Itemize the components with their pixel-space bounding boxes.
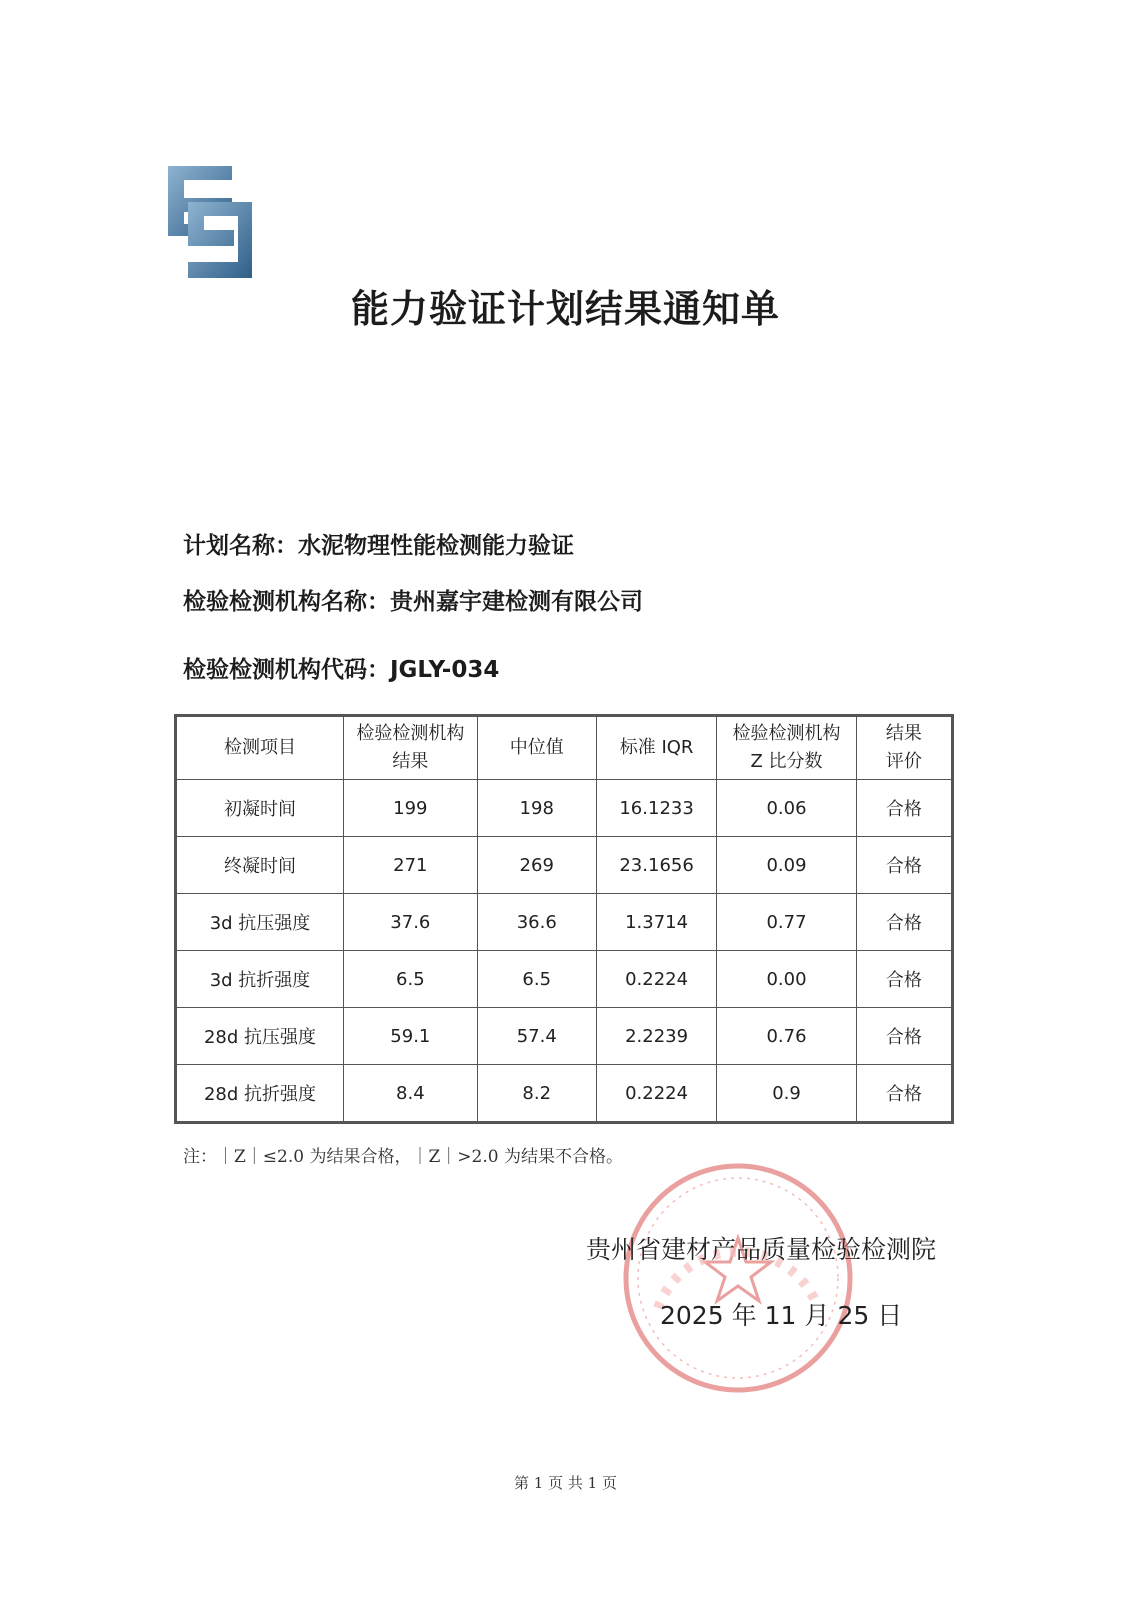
logo-icon bbox=[168, 166, 252, 278]
cell-lab-result: 8.4 bbox=[344, 1065, 478, 1123]
cell-z-score: 0.09 bbox=[717, 837, 856, 894]
cell-median: 36.6 bbox=[477, 894, 596, 951]
header-iqr: 标准 IQR bbox=[596, 716, 717, 780]
header-z-score: 检验检测机构 Z 比分数 bbox=[717, 716, 856, 780]
cell-test-item: 3d 抗折强度 bbox=[176, 951, 344, 1008]
organization-name-label: 检验检测机构名称： bbox=[183, 589, 390, 615]
date-year: 2025 bbox=[660, 1301, 724, 1330]
official-seal-icon bbox=[618, 1158, 858, 1398]
cell-test-item: 终凝时间 bbox=[176, 837, 344, 894]
table-row bbox=[176, 1065, 953, 1123]
date-day: 25 bbox=[837, 1301, 870, 1330]
table-row bbox=[176, 894, 953, 951]
plan-name-value: 水泥物理性能检测能力验证 bbox=[298, 533, 574, 559]
date-year-unit: 年 bbox=[731, 1301, 757, 1330]
date-month-unit: 月 bbox=[804, 1301, 830, 1330]
cell-iqr: 16.1233 bbox=[596, 780, 717, 837]
cell-iqr: 23.1656 bbox=[596, 837, 717, 894]
issuer-name: 贵州省建材产品质量检验检测院 bbox=[586, 1235, 937, 1264]
table-row bbox=[176, 780, 953, 837]
cell-median: 269 bbox=[477, 837, 596, 894]
cell-z-score: 0.9 bbox=[717, 1065, 856, 1123]
cell-lab-result: 271 bbox=[344, 837, 478, 894]
issue-date bbox=[660, 1296, 910, 1332]
cell-iqr: 0.2224 bbox=[596, 1065, 717, 1123]
page-number-footer: 第 1 页 共 1 页 bbox=[514, 1474, 617, 1492]
cell-median: 6.5 bbox=[477, 951, 596, 1008]
cell-iqr: 0.2224 bbox=[596, 951, 717, 1008]
organization-code-value: JGLY-034 bbox=[390, 657, 500, 683]
cell-test-item: 3d 抗压强度 bbox=[176, 894, 344, 951]
cell-test-item: 28d 抗压强度 bbox=[176, 1008, 344, 1065]
organization-name-line bbox=[183, 583, 643, 616]
cell-z-score: 0.77 bbox=[717, 894, 856, 951]
table-note: 注：｜Z｜≤2.0 为结果合格，｜Z｜>2.0 为结果不合格。 bbox=[183, 1147, 623, 1167]
date-day-unit: 日 bbox=[877, 1301, 903, 1330]
cell-median: 198 bbox=[477, 780, 596, 837]
organization-code-label: 检验检测机构代码： bbox=[183, 657, 390, 683]
cell-z-score: 0.06 bbox=[717, 780, 856, 837]
cell-lab-result: 6.5 bbox=[344, 951, 478, 1008]
cell-test-item: 28d 抗折强度 bbox=[176, 1065, 344, 1123]
cell-iqr: 2.2239 bbox=[596, 1008, 717, 1065]
table-header-row bbox=[176, 716, 953, 780]
plan-name-line bbox=[183, 527, 574, 560]
plan-name-label: 计划名称： bbox=[183, 533, 298, 559]
cell-evaluation: 合格 bbox=[856, 1008, 952, 1065]
cell-z-score: 0.76 bbox=[717, 1008, 856, 1065]
header-lab-result: 检验检测机构 结果 bbox=[344, 716, 478, 780]
cell-evaluation: 合格 bbox=[856, 894, 952, 951]
document-title: 能力验证计划结果通知单 bbox=[350, 287, 780, 331]
cell-median: 8.2 bbox=[477, 1065, 596, 1123]
header-test-item: 检测项目 bbox=[176, 716, 344, 780]
cell-evaluation: 合格 bbox=[856, 951, 952, 1008]
cell-test-item: 初凝时间 bbox=[176, 780, 344, 837]
header-evaluation: 结果 评价 bbox=[856, 716, 952, 780]
table-row bbox=[176, 951, 953, 1008]
date-month: 11 bbox=[764, 1301, 797, 1330]
organization-code-line bbox=[183, 651, 499, 684]
cell-evaluation: 合格 bbox=[856, 780, 952, 837]
cell-evaluation: 合格 bbox=[856, 1065, 952, 1123]
cell-iqr: 1.3714 bbox=[596, 894, 717, 951]
table-row bbox=[176, 1008, 953, 1065]
results-table bbox=[174, 714, 954, 1124]
cell-lab-result: 199 bbox=[344, 780, 478, 837]
cell-z-score: 0.00 bbox=[717, 951, 856, 1008]
cell-evaluation: 合格 bbox=[856, 837, 952, 894]
organization-name-value: 贵州嘉宇建检测有限公司 bbox=[390, 589, 643, 615]
cell-lab-result: 37.6 bbox=[344, 894, 478, 951]
cell-lab-result: 59.1 bbox=[344, 1008, 478, 1065]
header-median: 中位值 bbox=[477, 716, 596, 780]
table-row bbox=[176, 837, 953, 894]
cell-median: 57.4 bbox=[477, 1008, 596, 1065]
